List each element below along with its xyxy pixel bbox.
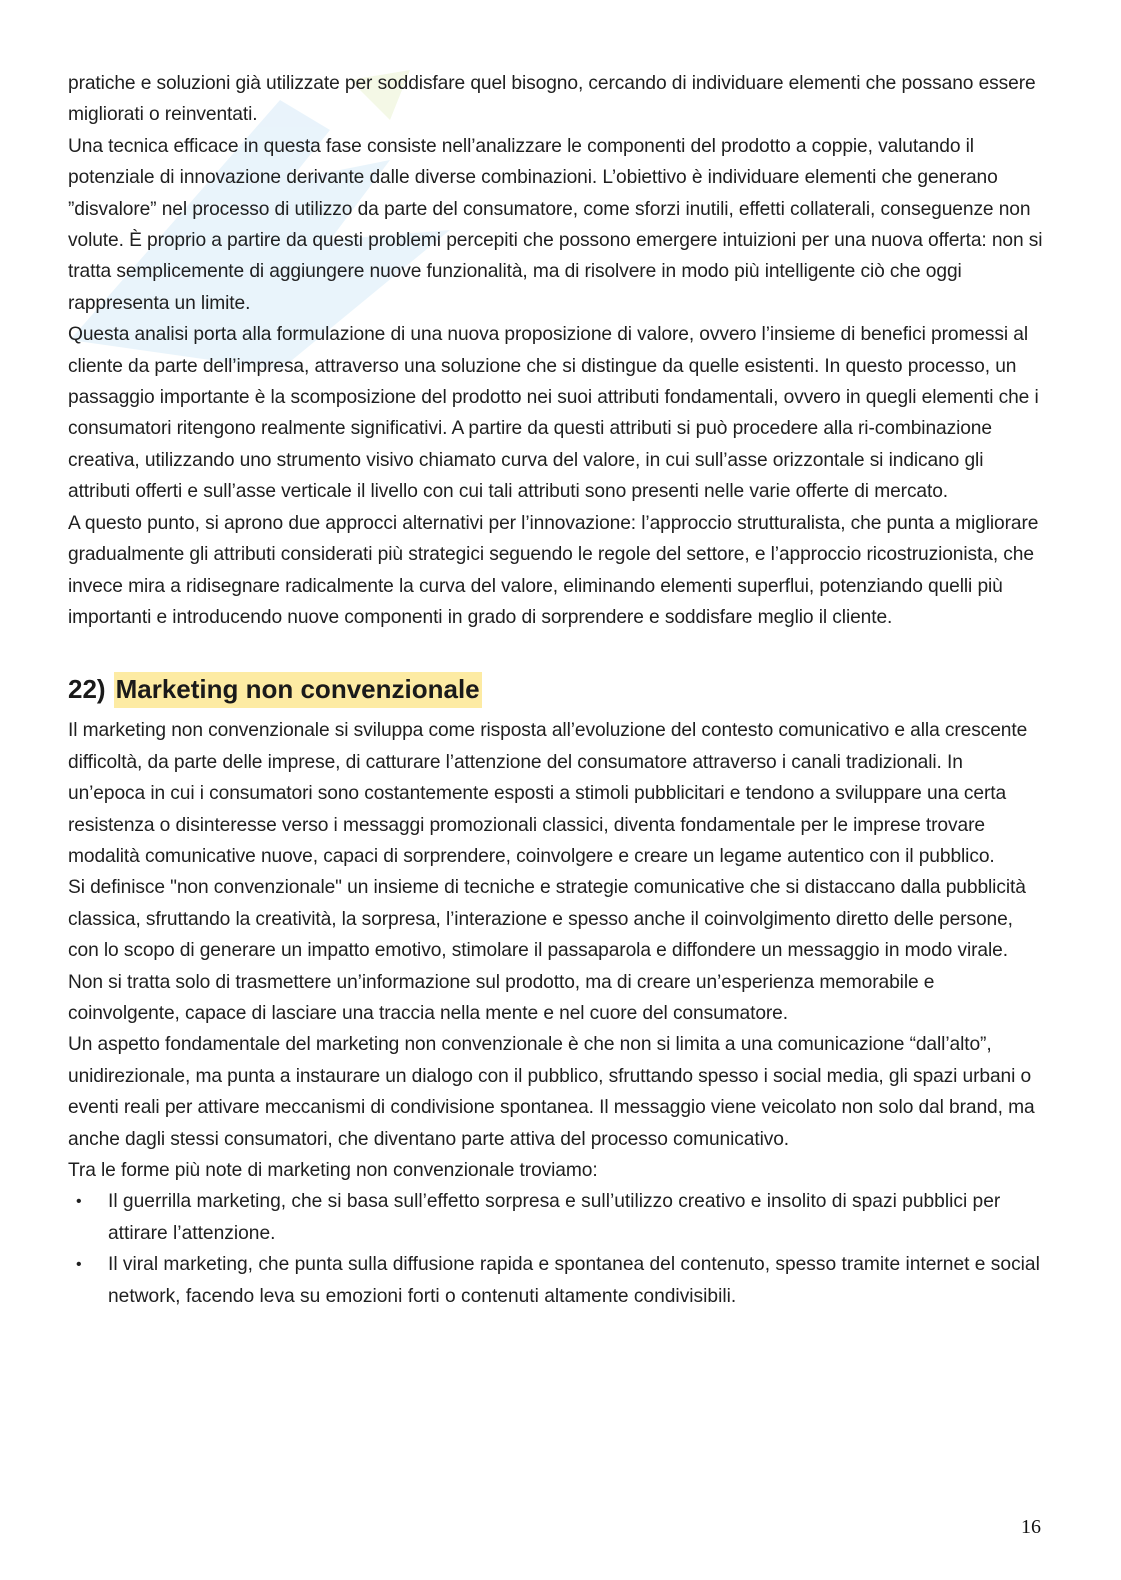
section-number: 22) — [68, 674, 106, 705]
paragraph: A questo punto, si aprono due approcci alternativi per l’innovazione: l’approccio strutturalista, che punta a migliorare gradualmente gli attributi considerati più strategici seguendo le regole del settore, e l’approccio ricostruzionista, che invece mira a ridisegnare radicalmente la curva del valore, eliminando elementi superflui, potenziando quelli più importanti e introducendo nuove componenti in grado di sorprendere e soddisfare meglio il cliente. — [68, 512, 1039, 628]
document-body — [68, 68, 1043, 1312]
paragraph: Una tecnica efficace in questa fase consiste nell’analizzare le componenti del prodotto a coppie, valutando il potenziale di innovazione derivante dalle diverse combinazioni. L’obiettivo è individuare elementi che generano ”disvalore” nel processo di utilizzo da parte del consumatore, come sforzi inutili, effetti collaterali, conseguenze non volute. È proprio a partire da questi problemi percepiti che possono emergere intuizioni per una nuova offerta: non si tratta semplicemente di aggiungere nuove funzionalità, ma di risolvere in modo più intelligente ciò che oggi rappresenta un limite. — [68, 135, 1043, 314]
page-number: 16 — [1021, 1516, 1041, 1538]
bullet-icon: • — [76, 1193, 82, 1211]
paragraph: Questa analisi porta alla formulazione di una nuova proposizione di valore, ovvero l’insieme di benefici promessi al cliente da parte dell’impresa, attraverso una soluzione che si distingue da quelle esistenti. In questo processo, un passaggio importante è la scomposizione del prodotto nei suoi attributi fondamentali, ovvero in quegli elementi che i consumatori ritengono realmente significativi. A partire da questi attributi si può procedere alla ri-combinazione creativa, utilizzando uno strumento visivo chiamato curva del valore, in cui sull’asse orizzontale si indicano gli attributi offerti e sull’asse verticale il livello con cui tali attributi sono presenti nelle varie offerte di mercato. — [68, 324, 1039, 503]
list-item — [68, 1186, 1043, 1249]
section-heading — [68, 669, 1043, 709]
paragraph: pratiche e soluzioni già utilizzate per soddisfare quel bisogno, cercando di individuare elementi che possano essere migliorati o reinventati. — [68, 73, 1036, 126]
list-item-text: Il viral marketing, che punta sulla diffusione rapida e spontanea del contenuto, spesso tramite internet e social network, facendo leva su emozioni forti o contenuti altamente condivisibili. — [108, 1254, 1040, 1307]
list-item — [68, 1249, 1043, 1312]
bullet-icon: • — [76, 1256, 82, 1274]
paragraph: Tra le forme più note di marketing non convenzionale troviamo: — [68, 1160, 598, 1181]
paragraph: Il marketing non convenzionale si sviluppa come risposta all’evoluzione del contesto comunicativo e alla crescente difficoltà, da parte delle imprese, di catturare l’attenzione del consumatore attraverso i canali tradizionali. In un’epoca in cui i consumatori sono costantemente esposti a stimoli pubblicitari e tendono a sviluppare una certa resistenza o disinteresse verso i messaggi promozionali classici, diventa fondamentale per le imprese trovare modalità comunicative nuove, capaci di sorprendere, coinvolgere e creare un legame autentico con il pubblico. — [68, 720, 1028, 867]
paragraph: Si definisce "non convenzionale" un insieme di tecniche e strategie comunicative che si distaccano dalla pubblicità classica, sfruttando la creatività, la sorpresa, l’interazione e spesso anche il coinvolgimento diretto delle persone, con lo scopo di generare un impatto emotivo, stimolare il passaparola e diffondere un messaggio in modo virale. Non si tratta solo di trasmettere un’informazione sul prodotto, ma di creare un’esperienza memorabile e coinvolgente, capace di lasciare una traccia nella mente e nel cuore del consumatore. — [68, 877, 1026, 1024]
bullet-list — [68, 1186, 1043, 1312]
section-title: Marketing non convenzionale — [114, 672, 482, 708]
paragraph: Un aspetto fondamentale del marketing non convenzionale è che non si limita a una comunicazione “dall’alto”, unidirezionale, ma punta a instaurare un dialogo con il pubblico, sfruttando spesso i social media, gli spazi urbani o eventi reali per attivare meccanismi di condivisione spontanea. Il messaggio viene veicolato non solo dal brand, ma anche dagli stessi consumatori, che diventano parte attiva del processo comunicativo. — [68, 1034, 1035, 1150]
list-item-text: Il guerrilla marketing, che si basa sull’effetto sorpresa e sull’utilizzo creativo e insolito di spazi pubblici per attirare l’attenzione. — [108, 1191, 1001, 1244]
